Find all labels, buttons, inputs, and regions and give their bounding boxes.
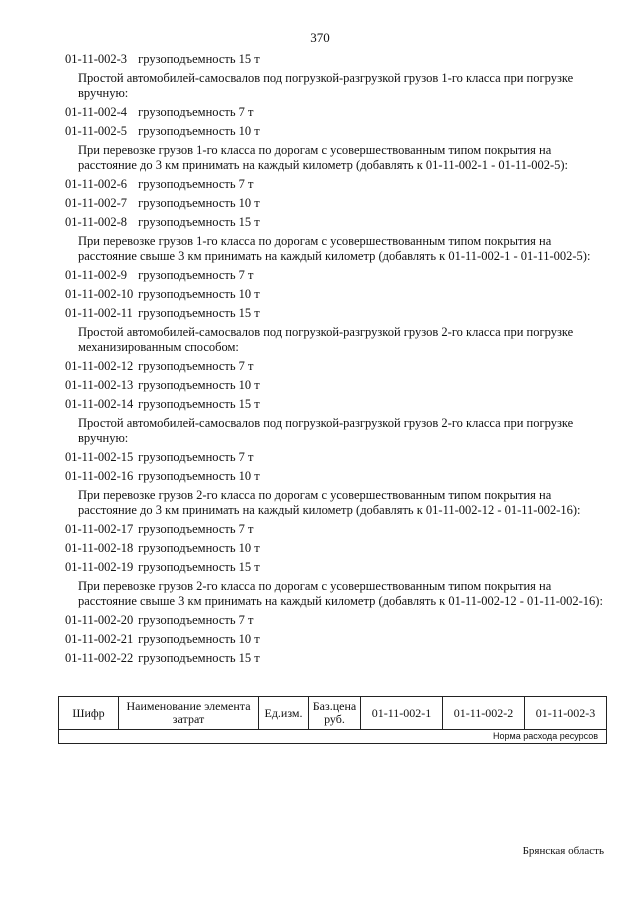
- list-item: [65, 541, 605, 556]
- list-item: [65, 450, 605, 465]
- list-item: [65, 196, 605, 211]
- region-footer: Брянская область: [522, 845, 604, 857]
- list-item: [65, 306, 605, 321]
- header-unit: Ед.изм.: [259, 697, 309, 730]
- entry-text: грузоподъемность 10 т: [138, 196, 260, 210]
- header-code-2: 01-11-002-2: [443, 697, 525, 730]
- entry-text: грузоподъемность 7 т: [138, 450, 254, 464]
- entry-text: грузоподъемность 7 т: [138, 105, 254, 119]
- entry-code: 01-11-002-3: [65, 52, 128, 66]
- entry-code: 01-11-002-11: [65, 306, 133, 320]
- section-paragraph: При перевозке грузов 1-го класса по дорогам с усовершествованным типом покрытия на расстояние до 3 км принимать на каждый километр (добавлять к 01-11-002-1 - 01-11-002-5):: [78, 143, 569, 172]
- entry-code: 01-11-002-20: [65, 613, 134, 627]
- entry-code: 01-11-002-10: [65, 287, 134, 301]
- list-item: [65, 397, 605, 412]
- list-item: [65, 613, 605, 628]
- header-code-3: 01-11-002-3: [525, 697, 607, 730]
- list-item: [65, 124, 605, 139]
- list-item: [65, 651, 605, 666]
- list-item: [65, 359, 605, 374]
- resource-table: [58, 696, 607, 744]
- entry-code: 01-11-002-16: [65, 469, 134, 483]
- entry-text: грузоподъемность 15 т: [138, 397, 260, 411]
- section-paragraph: Простой автомобилей-самосвалов под погрузкой-разгрузкой грузов 2-го класса при погрузке механизированным способом:: [78, 325, 574, 354]
- entry-text: грузоподъемность 15 т: [138, 651, 260, 665]
- entry-text: грузоподъемность 7 т: [138, 522, 254, 536]
- list-item: [65, 215, 605, 230]
- entry-text: грузоподъемность 15 т: [138, 52, 260, 66]
- list-item: [65, 378, 605, 393]
- document-body: [60, 52, 605, 670]
- page-number: 370: [310, 30, 330, 45]
- list-item: [65, 469, 605, 484]
- entry-text: грузоподъемность 10 т: [138, 378, 260, 392]
- entry-code: 01-11-002-4: [65, 105, 128, 119]
- section-paragraph: Простой автомобилей-самосвалов под погрузкой-разгрузкой грузов 2-го класса при погрузке вручную:: [78, 416, 574, 445]
- entry-code: 01-11-002-9: [65, 268, 128, 282]
- entry-text: грузоподъемность 15 т: [138, 560, 260, 574]
- entry-text: грузоподъемность 10 т: [138, 287, 260, 301]
- section-paragraph: При перевозке грузов 2-го класса по дорогам с усовершествованным типом покрытия на расстояние свыше 3 км принимать на каждый километр (добавлять к 01-11-002-12 - 01-11-002-16):: [78, 579, 603, 608]
- header-base-price: Баз.цена руб.: [309, 697, 361, 730]
- list-item: [65, 52, 605, 67]
- section-paragraph: При перевозке грузов 2-го класса по дорогам с усовершествованным типом покрытия на расстояние до 3 км принимать на каждый километр (добавлять к 01-11-002-12 - 01-11-002-16):: [78, 488, 581, 517]
- header-cipher: Шифр: [59, 697, 119, 730]
- list-item: [65, 522, 605, 537]
- entry-text: грузоподъемность 7 т: [138, 613, 254, 627]
- list-item: [65, 560, 605, 575]
- list-item: [65, 105, 605, 120]
- entry-text: грузоподъемность 10 т: [138, 541, 260, 555]
- entry-text: грузоподъемность 7 т: [138, 177, 254, 191]
- table-header-row: [59, 697, 607, 730]
- list-item: [65, 287, 605, 302]
- entry-code: 01-11-002-17: [65, 522, 134, 536]
- entry-text: грузоподъемность 15 т: [138, 306, 260, 320]
- header-cost-element: Наименование элемента затрат: [119, 697, 259, 730]
- entry-code: 01-11-002-19: [65, 560, 134, 574]
- entry-code: 01-11-002-5: [65, 124, 128, 138]
- entry-code: 01-11-002-22: [65, 651, 134, 665]
- entry-text: грузоподъемность 7 т: [138, 359, 254, 373]
- entry-code: 01-11-002-8: [65, 215, 128, 229]
- section-paragraph: Простой автомобилей-самосвалов под погрузкой-разгрузкой грузов 1-го класса при погрузке вручную:: [78, 71, 574, 100]
- entry-code: 01-11-002-6: [65, 177, 128, 191]
- entry-text: грузоподъемность 7 т: [138, 268, 254, 282]
- table-note-row: [59, 730, 607, 744]
- section-paragraph: При перевозке грузов 1-го класса по дорогам с усовершествованным типом покрытия на расстояние свыше 3 км принимать на каждый километр (добавлять к 01-11-002-1 - 01-11-002-5):: [78, 234, 591, 263]
- entry-code: 01-11-002-12: [65, 359, 134, 373]
- header-code-1: 01-11-002-1: [361, 697, 443, 730]
- entry-code: 01-11-002-21: [65, 632, 134, 646]
- resource-norm-note: Норма расхода ресурсов: [59, 730, 607, 744]
- entry-text: грузоподъемность 10 т: [138, 632, 260, 646]
- list-item: [65, 632, 605, 647]
- entry-code: 01-11-002-14: [65, 397, 134, 411]
- entry-code: 01-11-002-7: [65, 196, 128, 210]
- entry-code: 01-11-002-18: [65, 541, 134, 555]
- entry-text: грузоподъемность 10 т: [138, 124, 260, 138]
- list-item: [65, 177, 605, 192]
- list-item: [65, 268, 605, 283]
- entry-text: грузоподъемность 10 т: [138, 469, 260, 483]
- entry-code: 01-11-002-13: [65, 378, 134, 392]
- entry-text: грузоподъемность 15 т: [138, 215, 260, 229]
- entry-code: 01-11-002-15: [65, 450, 134, 464]
